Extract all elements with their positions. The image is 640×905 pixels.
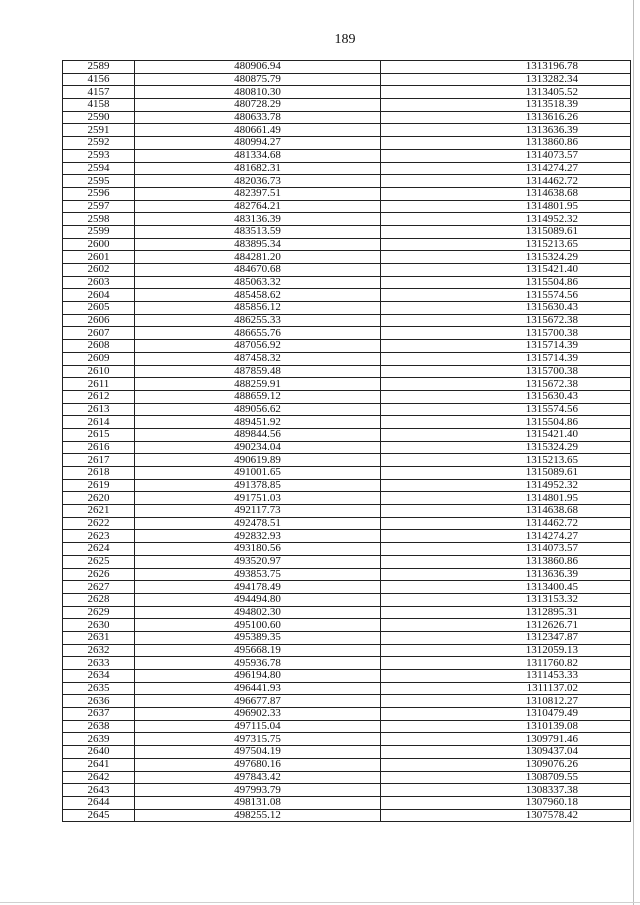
y-coordinate-cell: 1313860.86 <box>381 555 631 568</box>
table-row <box>63 657 631 670</box>
x-coordinate-cell: 490619.89 <box>135 454 381 467</box>
table-row <box>63 428 631 441</box>
x-coordinate-cell: 482036.73 <box>135 175 381 188</box>
table-row <box>63 99 631 112</box>
table-row <box>63 708 631 721</box>
table-row <box>63 61 631 74</box>
x-coordinate-cell: 480906.94 <box>135 61 381 74</box>
x-coordinate-cell: 487056.92 <box>135 340 381 353</box>
y-coordinate-cell: 1314073.57 <box>381 543 631 556</box>
y-coordinate-cell: 1315421.40 <box>381 428 631 441</box>
table-row <box>63 327 631 340</box>
x-coordinate-cell: 495668.19 <box>135 644 381 657</box>
y-coordinate-cell: 1313616.26 <box>381 111 631 124</box>
y-coordinate-cell: 1308337.38 <box>381 784 631 797</box>
x-coordinate-cell: 481682.31 <box>135 162 381 175</box>
table-body <box>63 61 631 822</box>
x-coordinate-cell: 486255.33 <box>135 314 381 327</box>
x-coordinate-cell: 480994.27 <box>135 137 381 150</box>
table-row <box>63 568 631 581</box>
y-coordinate-cell: 1314638.68 <box>381 505 631 518</box>
y-coordinate-cell: 1315213.65 <box>381 238 631 251</box>
table-row <box>63 581 631 594</box>
y-coordinate-cell: 1311760.82 <box>381 657 631 670</box>
x-coordinate-cell: 496677.87 <box>135 695 381 708</box>
y-coordinate-cell: 1314801.95 <box>381 492 631 505</box>
x-coordinate-cell: 489056.62 <box>135 403 381 416</box>
point-number-cell: 2609 <box>63 352 135 365</box>
point-number-cell: 2598 <box>63 213 135 226</box>
point-number-cell: 2591 <box>63 124 135 137</box>
point-number-cell: 2604 <box>63 289 135 302</box>
table-row <box>63 467 631 480</box>
x-coordinate-cell: 483513.59 <box>135 225 381 238</box>
point-number-cell: 2622 <box>63 517 135 530</box>
x-coordinate-cell: 480810.30 <box>135 86 381 99</box>
y-coordinate-cell: 1315574.56 <box>381 289 631 302</box>
y-coordinate-cell: 1308709.55 <box>381 771 631 784</box>
y-coordinate-cell: 1315714.39 <box>381 340 631 353</box>
x-coordinate-cell: 495389.35 <box>135 631 381 644</box>
point-number-cell: 2608 <box>63 340 135 353</box>
x-coordinate-cell: 494178.49 <box>135 581 381 594</box>
y-coordinate-cell: 1310479.49 <box>381 708 631 721</box>
point-number-cell: 2643 <box>63 784 135 797</box>
y-coordinate-cell: 1315421.40 <box>381 264 631 277</box>
y-coordinate-cell: 1309076.26 <box>381 758 631 771</box>
table-row <box>63 137 631 150</box>
point-number-cell: 2623 <box>63 530 135 543</box>
x-coordinate-cell: 487458.32 <box>135 352 381 365</box>
y-coordinate-cell: 1315630.43 <box>381 390 631 403</box>
x-coordinate-cell: 480728.29 <box>135 99 381 112</box>
y-coordinate-cell: 1312895.31 <box>381 606 631 619</box>
table-row <box>63 149 631 162</box>
table-row <box>63 86 631 99</box>
y-coordinate-cell: 1312626.71 <box>381 619 631 632</box>
point-number-cell: 2589 <box>63 61 135 74</box>
point-number-cell: 2629 <box>63 606 135 619</box>
point-number-cell: 2635 <box>63 682 135 695</box>
y-coordinate-cell: 1311137.02 <box>381 682 631 695</box>
point-number-cell: 2595 <box>63 175 135 188</box>
point-number-cell: 2627 <box>63 581 135 594</box>
x-coordinate-cell: 498255.12 <box>135 809 381 822</box>
point-number-cell: 2611 <box>63 378 135 391</box>
y-coordinate-cell: 1315213.65 <box>381 454 631 467</box>
table-row <box>63 340 631 353</box>
point-number-cell: 2610 <box>63 365 135 378</box>
table-row <box>63 175 631 188</box>
x-coordinate-cell: 483136.39 <box>135 213 381 226</box>
point-number-cell: 4157 <box>63 86 135 99</box>
y-coordinate-cell: 1315574.56 <box>381 403 631 416</box>
point-number-cell: 2616 <box>63 441 135 454</box>
x-coordinate-cell: 486655.76 <box>135 327 381 340</box>
table-row <box>63 225 631 238</box>
x-coordinate-cell: 491001.65 <box>135 467 381 480</box>
table-row <box>63 111 631 124</box>
x-coordinate-cell: 497115.04 <box>135 720 381 733</box>
point-number-cell: 2606 <box>63 314 135 327</box>
x-coordinate-cell: 496194.80 <box>135 670 381 683</box>
y-coordinate-cell: 1313636.39 <box>381 568 631 581</box>
point-number-cell: 2600 <box>63 238 135 251</box>
y-coordinate-cell: 1315504.86 <box>381 276 631 289</box>
x-coordinate-cell: 485458.62 <box>135 289 381 302</box>
y-coordinate-cell: 1314952.32 <box>381 213 631 226</box>
point-number-cell: 2644 <box>63 796 135 809</box>
table-row <box>63 720 631 733</box>
table-row <box>63 517 631 530</box>
x-coordinate-cell: 483895.34 <box>135 238 381 251</box>
x-coordinate-cell: 494494.80 <box>135 593 381 606</box>
table-row <box>63 809 631 822</box>
y-coordinate-cell: 1310139.08 <box>381 720 631 733</box>
point-number-cell: 2626 <box>63 568 135 581</box>
x-coordinate-cell: 490234.04 <box>135 441 381 454</box>
y-coordinate-cell: 1314274.27 <box>381 530 631 543</box>
y-coordinate-cell: 1315672.38 <box>381 378 631 391</box>
x-coordinate-cell: 497993.79 <box>135 784 381 797</box>
y-coordinate-cell: 1314462.72 <box>381 175 631 188</box>
point-number-cell: 2597 <box>63 200 135 213</box>
point-number-cell: 2603 <box>63 276 135 289</box>
x-coordinate-cell: 488659.12 <box>135 390 381 403</box>
point-number-cell: 2618 <box>63 467 135 480</box>
y-coordinate-cell: 1307578.42 <box>381 809 631 822</box>
point-number-cell: 2601 <box>63 251 135 264</box>
point-number-cell: 2617 <box>63 454 135 467</box>
y-coordinate-cell: 1314462.72 <box>381 517 631 530</box>
point-number-cell: 2638 <box>63 720 135 733</box>
table-row <box>63 441 631 454</box>
y-coordinate-cell: 1315630.43 <box>381 302 631 315</box>
x-coordinate-cell: 492832.93 <box>135 530 381 543</box>
y-coordinate-cell: 1315089.61 <box>381 225 631 238</box>
table-row <box>63 378 631 391</box>
y-coordinate-cell: 1313518.39 <box>381 99 631 112</box>
table-row <box>63 416 631 429</box>
y-coordinate-cell: 1313400.45 <box>381 581 631 594</box>
table-row <box>63 352 631 365</box>
point-number-cell: 2607 <box>63 327 135 340</box>
table-row <box>63 606 631 619</box>
table-row <box>63 264 631 277</box>
y-coordinate-cell: 1315324.29 <box>381 251 631 264</box>
table-row <box>63 758 631 771</box>
point-number-cell: 2634 <box>63 670 135 683</box>
x-coordinate-cell: 494802.30 <box>135 606 381 619</box>
table-row <box>63 619 631 632</box>
point-number-cell: 2613 <box>63 403 135 416</box>
point-number-cell: 2593 <box>63 149 135 162</box>
table-row <box>63 631 631 644</box>
table-row <box>63 200 631 213</box>
point-number-cell: 2615 <box>63 428 135 441</box>
table-row <box>63 746 631 759</box>
point-number-cell: 4158 <box>63 99 135 112</box>
point-number-cell: 2630 <box>63 619 135 632</box>
table-row <box>63 733 631 746</box>
point-number-cell: 2645 <box>63 809 135 822</box>
y-coordinate-cell: 1314073.57 <box>381 149 631 162</box>
table-row <box>63 187 631 200</box>
scan-edge-bottom <box>0 902 640 903</box>
y-coordinate-cell: 1314801.95 <box>381 200 631 213</box>
table-row <box>63 124 631 137</box>
table-row <box>63 530 631 543</box>
x-coordinate-cell: 492478.51 <box>135 517 381 530</box>
point-number-cell: 4156 <box>63 73 135 86</box>
point-number-cell: 2605 <box>63 302 135 315</box>
x-coordinate-cell: 482764.21 <box>135 200 381 213</box>
x-coordinate-cell: 482397.51 <box>135 187 381 200</box>
y-coordinate-cell: 1315324.29 <box>381 441 631 454</box>
page-number: 189 <box>334 32 356 47</box>
x-coordinate-cell: 480661.49 <box>135 124 381 137</box>
point-number-cell: 2628 <box>63 593 135 606</box>
x-coordinate-cell: 484281.20 <box>135 251 381 264</box>
table-row <box>63 593 631 606</box>
point-number-cell: 2625 <box>63 555 135 568</box>
y-coordinate-cell: 1314952.32 <box>381 479 631 492</box>
x-coordinate-cell: 496441.93 <box>135 682 381 695</box>
point-number-cell: 2594 <box>63 162 135 175</box>
y-coordinate-cell: 1309437.04 <box>381 746 631 759</box>
table-row <box>63 314 631 327</box>
point-number-cell: 2640 <box>63 746 135 759</box>
y-coordinate-cell: 1311453.33 <box>381 670 631 683</box>
x-coordinate-cell: 495936.78 <box>135 657 381 670</box>
table-row <box>63 365 631 378</box>
point-number-cell: 2590 <box>63 111 135 124</box>
x-coordinate-cell: 496902.33 <box>135 708 381 721</box>
table-row <box>63 403 631 416</box>
y-coordinate-cell: 1312347.87 <box>381 631 631 644</box>
y-coordinate-cell: 1315700.38 <box>381 327 631 340</box>
table-row <box>63 796 631 809</box>
table-row <box>63 670 631 683</box>
table-row <box>63 784 631 797</box>
table-row <box>63 289 631 302</box>
table-row <box>63 276 631 289</box>
point-number-cell: 2612 <box>63 390 135 403</box>
table-row <box>63 644 631 657</box>
coordinates-table <box>62 60 631 822</box>
x-coordinate-cell: 480633.78 <box>135 111 381 124</box>
y-coordinate-cell: 1315714.39 <box>381 352 631 365</box>
table-row <box>63 543 631 556</box>
y-coordinate-cell: 1315700.38 <box>381 365 631 378</box>
scan-edge <box>633 0 634 905</box>
y-coordinate-cell: 1312059.13 <box>381 644 631 657</box>
y-coordinate-cell: 1315089.61 <box>381 467 631 480</box>
y-coordinate-cell: 1313860.86 <box>381 137 631 150</box>
point-number-cell: 2599 <box>63 225 135 238</box>
table-row <box>63 771 631 784</box>
x-coordinate-cell: 484670.68 <box>135 264 381 277</box>
table-row <box>63 682 631 695</box>
table-row <box>63 390 631 403</box>
table-row <box>63 213 631 226</box>
y-coordinate-cell: 1313636.39 <box>381 124 631 137</box>
y-coordinate-cell: 1309791.46 <box>381 733 631 746</box>
point-number-cell: 2639 <box>63 733 135 746</box>
table-row <box>63 555 631 568</box>
x-coordinate-cell: 480875.79 <box>135 73 381 86</box>
y-coordinate-cell: 1313282.34 <box>381 73 631 86</box>
x-coordinate-cell: 485063.32 <box>135 276 381 289</box>
table-row <box>63 162 631 175</box>
table-row <box>63 492 631 505</box>
point-number-cell: 2633 <box>63 657 135 670</box>
x-coordinate-cell: 489451.92 <box>135 416 381 429</box>
x-coordinate-cell: 493520.97 <box>135 555 381 568</box>
table-row <box>63 73 631 86</box>
x-coordinate-cell: 498131.08 <box>135 796 381 809</box>
point-number-cell: 2641 <box>63 758 135 771</box>
x-coordinate-cell: 493853.75 <box>135 568 381 581</box>
point-number-cell: 2632 <box>63 644 135 657</box>
point-number-cell: 2620 <box>63 492 135 505</box>
table-row <box>63 251 631 264</box>
x-coordinate-cell: 492117.73 <box>135 505 381 518</box>
y-coordinate-cell: 1314638.68 <box>381 187 631 200</box>
x-coordinate-cell: 497315.75 <box>135 733 381 746</box>
table-row <box>63 695 631 708</box>
point-number-cell: 2602 <box>63 264 135 277</box>
y-coordinate-cell: 1313196.78 <box>381 61 631 74</box>
table-row <box>63 454 631 467</box>
y-coordinate-cell: 1314274.27 <box>381 162 631 175</box>
point-number-cell: 2592 <box>63 137 135 150</box>
point-number-cell: 2596 <box>63 187 135 200</box>
y-coordinate-cell: 1313405.52 <box>381 86 631 99</box>
x-coordinate-cell: 497680.16 <box>135 758 381 771</box>
point-number-cell: 2614 <box>63 416 135 429</box>
table-row <box>63 238 631 251</box>
table-row <box>63 505 631 518</box>
y-coordinate-cell: 1307960.18 <box>381 796 631 809</box>
point-number-cell: 2621 <box>63 505 135 518</box>
x-coordinate-cell: 488259.91 <box>135 378 381 391</box>
x-coordinate-cell: 487859.48 <box>135 365 381 378</box>
y-coordinate-cell: 1310812.27 <box>381 695 631 708</box>
x-coordinate-cell: 491751.03 <box>135 492 381 505</box>
point-number-cell: 2636 <box>63 695 135 708</box>
table-row <box>63 302 631 315</box>
x-coordinate-cell: 485856.12 <box>135 302 381 315</box>
y-coordinate-cell: 1315504.86 <box>381 416 631 429</box>
point-number-cell: 2619 <box>63 479 135 492</box>
point-number-cell: 2637 <box>63 708 135 721</box>
x-coordinate-cell: 489844.56 <box>135 428 381 441</box>
point-number-cell: 2631 <box>63 631 135 644</box>
y-coordinate-cell: 1313153.32 <box>381 593 631 606</box>
x-coordinate-cell: 481334.68 <box>135 149 381 162</box>
point-number-cell: 2624 <box>63 543 135 556</box>
x-coordinate-cell: 497504.19 <box>135 746 381 759</box>
x-coordinate-cell: 493180.56 <box>135 543 381 556</box>
x-coordinate-cell: 495100.60 <box>135 619 381 632</box>
x-coordinate-cell: 491378.85 <box>135 479 381 492</box>
x-coordinate-cell: 497843.42 <box>135 771 381 784</box>
y-coordinate-cell: 1315672.38 <box>381 314 631 327</box>
table-row <box>63 479 631 492</box>
point-number-cell: 2642 <box>63 771 135 784</box>
